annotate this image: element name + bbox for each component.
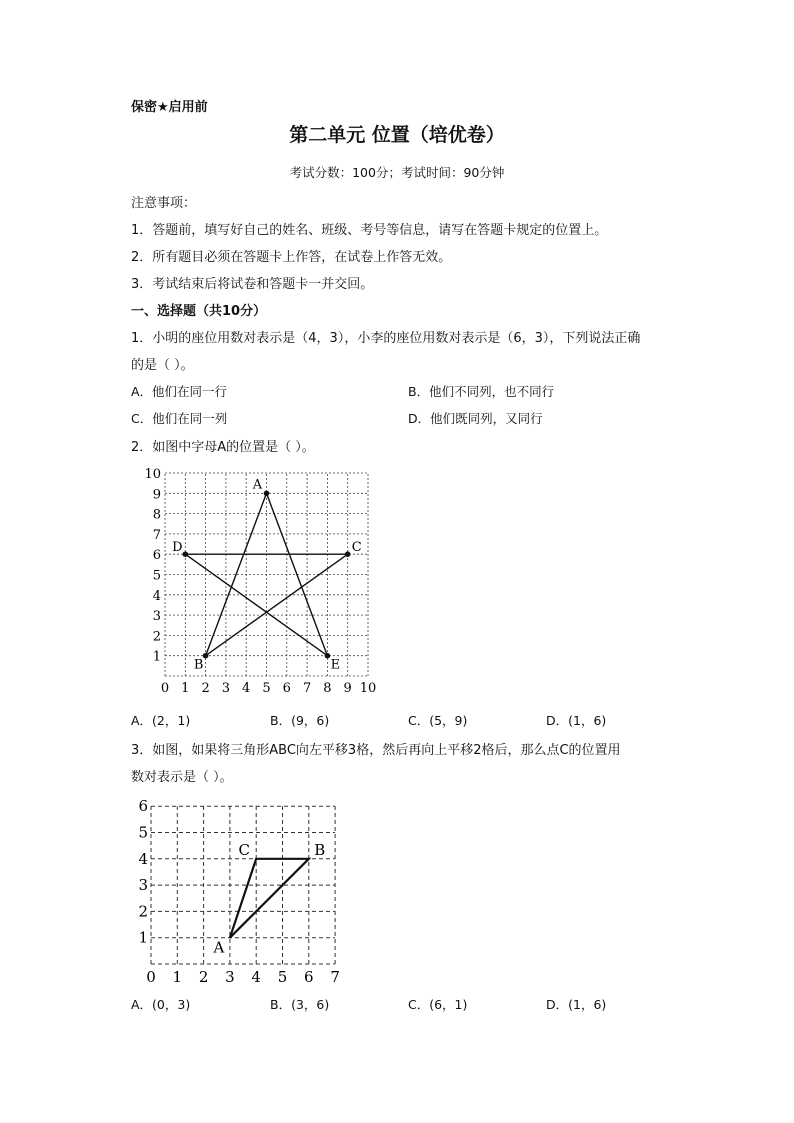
q2-y-tick-label: 5 (152, 568, 161, 584)
q3-x-tick-label: 5 (277, 968, 288, 986)
q3-y-tick-label: 5 (138, 823, 148, 842)
q2-x-tick-label: 6 (282, 681, 291, 696)
q2-x-tick-label: 10 (359, 681, 377, 696)
q2-star-figure (140, 460, 390, 700)
q2-x-tick-label: 1 (181, 681, 190, 696)
q3-y-tick-label: 1 (138, 928, 148, 947)
q3-y-tick-label: 2 (138, 902, 148, 921)
q3-grid (138, 797, 339, 986)
q2-point-d (183, 551, 189, 557)
q3-x-tick-label: 7 (330, 968, 340, 986)
q1-option-b: B．他们不同列，也不同行 (408, 384, 555, 399)
confidential-label: 保密★启用前 (131, 100, 208, 115)
q1-option-a: A．他们在同一行 (131, 384, 228, 399)
q2-point-label: B (193, 657, 204, 673)
section-heading: 一、选择题（共10分） (131, 304, 267, 319)
q1-stem-line2: 的是（ ）。 (131, 358, 194, 373)
q2-x-tick-label: 7 (302, 681, 312, 696)
q3-option-c: C．(6，1) (408, 997, 468, 1012)
q2-y-tick-label: 1 (152, 649, 161, 665)
notice-item-2: 2．所有题目必须在答题卡上作答，在试卷上作答无效。 (131, 250, 452, 265)
q2-point-a (264, 491, 270, 497)
q3-triangle-abc (230, 859, 309, 938)
q3-y-tick-label: 3 (138, 876, 148, 895)
q1-option-c: C．他们在同一列 (131, 411, 228, 426)
q3-x-tick-label: 6 (304, 968, 314, 986)
q3-triangle (230, 859, 309, 938)
q3-option-d: D．(1，6) (546, 997, 607, 1012)
q3-x-tick-label: 3 (225, 968, 235, 986)
q3-option-b: B．(3，6) (270, 997, 330, 1012)
q3-x-tick-label: 2 (198, 968, 209, 986)
q2-point-label: D (172, 540, 183, 556)
exam-info: 考试分数：100分；考试时间：90分钟 (289, 165, 505, 180)
q2-x-tick-label: 9 (343, 681, 352, 696)
q3-y-tick-label: 6 (138, 797, 148, 816)
q2-x-tick-label: 4 (242, 681, 251, 696)
q3-point-label: A (213, 938, 225, 957)
q2-y-tick-label: 4 (152, 588, 161, 604)
q2-y-tick-label: 10 (144, 467, 161, 482)
q1-option-d: D．他们既同列，又同行 (408, 411, 543, 426)
q3-triangle-figure (132, 790, 352, 990)
q2-option-a: A．(2，1) (131, 713, 191, 728)
q2-grid (144, 467, 376, 696)
q3-x-tick-label: 0 (146, 968, 156, 986)
q3-point-label: C (238, 840, 250, 859)
notice-heading: 注意事项： (131, 196, 197, 211)
q2-x-tick-label: 3 (221, 681, 231, 696)
notice-item-1: 1．答题前，填写好自己的姓名、班级、考号等信息，请写在答题卡规定的位置上。 (131, 223, 608, 238)
q2-option-d: D．(1，6) (546, 713, 607, 728)
q3-stem-line1: 3．如图，如果将三角形ABC向左平移3格，然后再向上平移2格后，那么点C的位置用 (131, 743, 621, 758)
q2-x-tick-label: 5 (262, 681, 271, 696)
q2-star-segment (206, 554, 348, 656)
q2-point-e (325, 653, 331, 659)
q2-y-tick-label: 6 (152, 548, 161, 564)
q1-stem-line1: 1．小明的座位用数对表示是（4，3），小李的座位用数对表示是（6，3），下列说法正确 (131, 331, 641, 346)
q2-point-c (345, 551, 351, 557)
q2-y-tick-label: 3 (152, 609, 161, 625)
q3-x-tick-label: 1 (172, 968, 183, 986)
q2-x-tick-label: 2 (201, 681, 210, 696)
q2-point-label: A (252, 477, 263, 493)
q2-option-c: C．(5，9) (408, 713, 468, 728)
q3-option-a: A．(0，3) (131, 997, 191, 1012)
q2-point-label: C (351, 540, 362, 556)
q2-stem: 2．如图中字母A的位置是（ ）。 (131, 440, 315, 455)
q3-y-tick-label: 4 (138, 849, 148, 868)
page-title: 第二单元 位置（培优卷） (289, 124, 505, 146)
q2-y-tick-label: 7 (152, 527, 161, 543)
q3-x-tick-label: 4 (251, 968, 261, 986)
q3-stem-line2: 数对表示是（ ）。 (131, 770, 233, 785)
q2-option-b: B．(9，6) (270, 713, 330, 728)
q2-labels (172, 477, 362, 672)
q2-x-tick-label: 0 (160, 681, 170, 696)
q2-point-label: E (330, 657, 341, 673)
q2-x-tick-label: 8 (323, 681, 332, 696)
q3-point-label: B (314, 840, 326, 859)
q2-y-tick-label: 9 (152, 487, 161, 503)
q2-y-tick-label: 8 (152, 507, 161, 523)
q2-point-b (203, 653, 209, 659)
q2-y-tick-label: 2 (152, 629, 161, 645)
notice-item-3: 3．考试结束后将试卷和答题卡一并交回。 (131, 277, 374, 292)
q2-star-segment (185, 554, 327, 656)
